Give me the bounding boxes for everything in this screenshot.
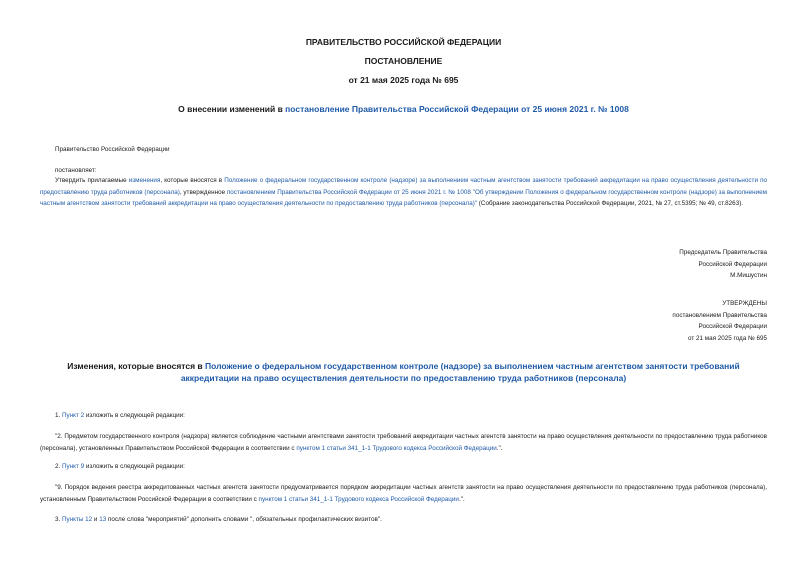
regulation-title-link[interactable]: Положение о федеральном государственном контроле (надзоре) за выполнением частным агентством занятости требований аккредитации на право осуществления деятельности по предоставлению труда работников (персонала) (180, 361, 740, 383)
changes-link[interactable]: изменения (128, 177, 161, 184)
item-1: 1. Пункт 2 изложить в следующей редакции: (55, 412, 185, 419)
preamble-paragraph: Утвердить прилагаемые изменения, которые вносятся в Положение о федеральном государственном контроле (надзоре) за выполнением частным агентством занятости требований аккредитации на право осуществления деятельности по предоставлению труда работников (персонала), утвержденное постановлением Правительства Российской Федерации от 25 июня 2021 г. № 1008 "Об утверждении Положения о федеральном государственном контроле (надзоре) за выполнением частным агентством занятости требований аккредитации на право осуществления деятельности по предоставлению труда работников (персонала)" (Собрание законодательства Российской Федерации, 2021, № 27, ст.5395; № 49, ст.8263). (40, 177, 767, 207)
document-title (40, 104, 767, 114)
resolution-link[interactable]: постановлением Правительства Российской Федерации от 25 июня 2021 г. № 1008 "Об утверждении Положения о федеральном государственном контроле (надзоре) за выполнением частным агентством занятости требований аккредитации на право осуществления деятельности по предоставлению труда работников (персонала)" (40, 188, 767, 207)
signature-block: Председатель Правительства Российской Федерации М.Мишустин (679, 249, 767, 279)
document-type: ПОСТАНОВЛЕНИЕ (364, 56, 443, 66)
item-3: 3. Пункты 12 и 13 после слова "мероприятий" дополнить словами ", обязательных профилактических визитов". (55, 516, 382, 523)
quote-item-2: "2. Предметом государственного контроля (надзора) является соблюдение частными агентствами занятости требований аккредитации частных агентств занятости на право осуществления деятельности по предоставлению труда работников (персонала), установленных Правительством Российской Федерации в соответствии с пунктом 1 статьи 341_1-1 Трудового кодекса Российской Федерации.". (40, 433, 767, 452)
document-title-text: О внесении изменений в (178, 104, 286, 114)
item-2: 2. Пункт 9 изложить в следующей редакции: (55, 463, 185, 470)
labor-code-link-1[interactable]: пунктом 1 статьи 341_1-1 Трудового кодекса Российской Федерации (296, 444, 497, 452)
approved-block: УТВЕРЖДЕНЫ постановлением Правительства Российской Федерации от 21 мая 2025 года № 695 (672, 300, 767, 342)
item-9-link[interactable]: Пункт 9 (62, 463, 85, 470)
regulation-link[interactable]: Положение о федеральном государственном контроле (надзоре) за выполнением частным агентством занятости требований аккредитации на право осуществления деятельности по предоставлению труда работников (персонала) (40, 177, 767, 196)
resolution-1008-link[interactable]: постановление Правительства Российской Федерации от 25 июня 2021 г. № 1008 (285, 104, 629, 114)
document-date-number: от 21 мая 2025 года № 695 (348, 75, 459, 85)
changes-title: Изменения, которые вносятся в Положение о федеральном государственном контроле (надзоре) за выполнением частным агентством занятости требований аккредитации на право осуществления деятельности по предоставлению труда работников (персонала) (67, 361, 740, 383)
item-2-link[interactable]: Пункт 2 (62, 412, 85, 419)
government-heading: ПРАВИТЕЛЬСТВО РОССИЙСКОЙ ФЕДЕРАЦИИ (305, 37, 502, 47)
decrees-label: постановляет: (55, 167, 97, 174)
labor-code-link-2[interactable]: пунктом 1 статьи 341_1-1 Трудового кодекса Российской Федерации (258, 495, 459, 503)
items-13-link[interactable]: 13 (99, 516, 107, 523)
government-name: Правительство Российской Федерации (55, 146, 170, 153)
items-12-link[interactable]: Пункты 12 (62, 516, 93, 523)
quote-item-9: "9. Порядок ведения реестра аккредитованных частных агентств занятости предусматривается порядком аккредитации частных агентств занятости на право осуществления деятельности по предоставлению труда работников (персонала), установленным Правительством Российской Федерации в соответствии с пунктом 1 статьи 341_1-1 Трудового кодекса Российской Федерации.". (40, 484, 767, 503)
